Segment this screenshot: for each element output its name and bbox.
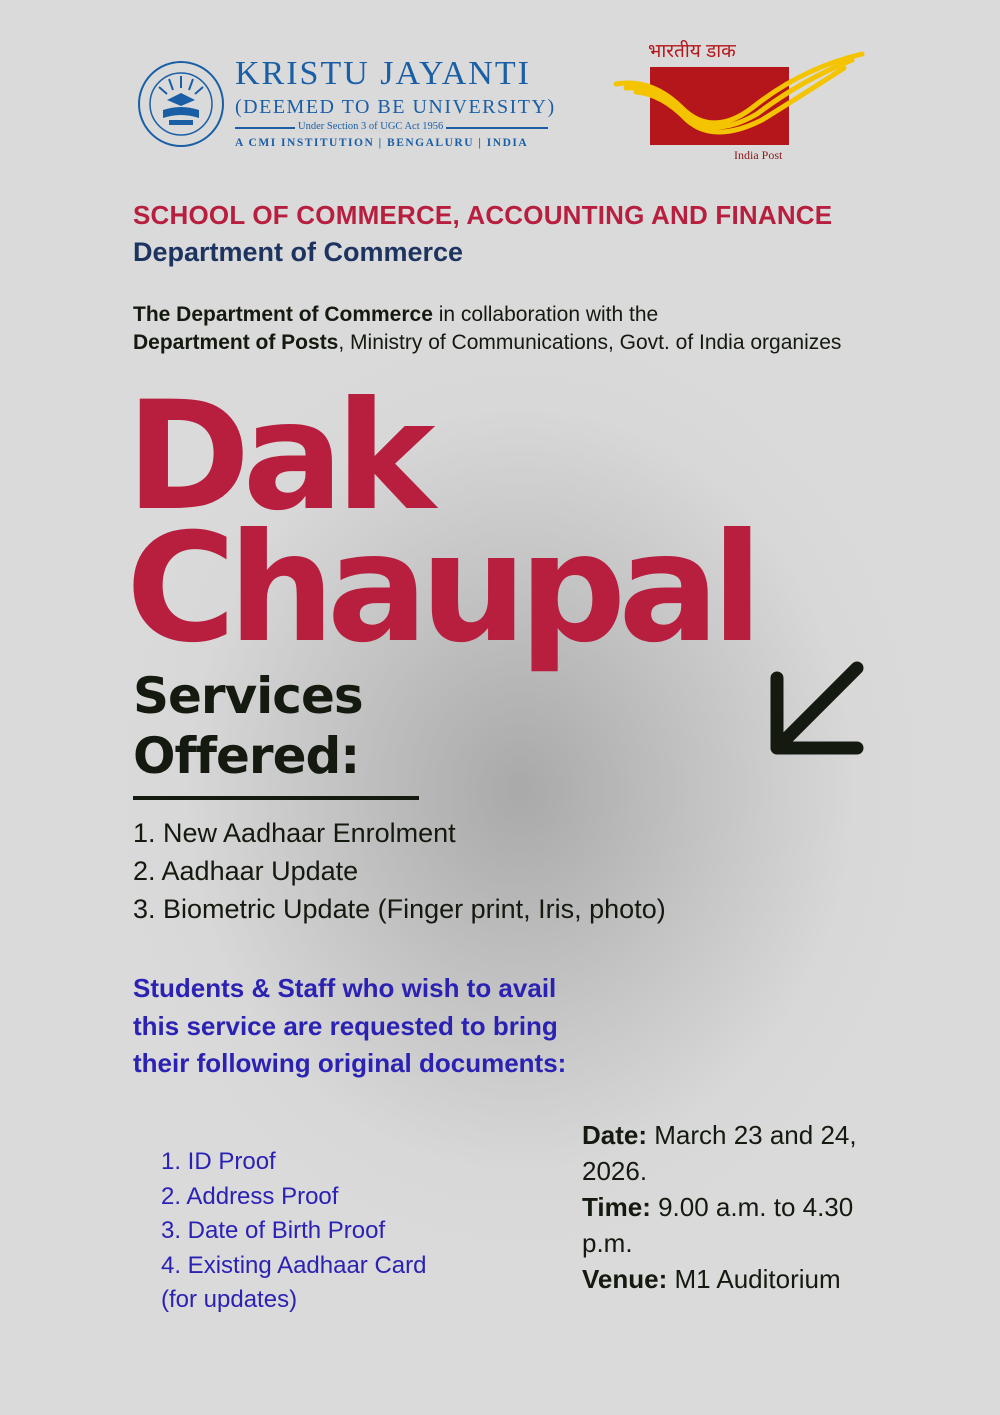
event-title-line2: Chaupal: [126, 502, 755, 676]
venue-label: Venue:: [582, 1264, 668, 1294]
request-text: Students & Staff who wish to avail this service are requested to bring their following original documents:: [133, 973, 567, 1078]
document-item: 2. Address Proof: [161, 1182, 339, 1210]
arrow-down-left-icon: [765, 658, 869, 762]
intro-org2: Department of Posts: [133, 331, 339, 354]
event-venue: [582, 1261, 882, 1297]
services-list: [133, 814, 666, 928]
services-heading-line2: Offered:: [133, 727, 360, 785]
event-time: [582, 1189, 882, 1261]
kju-ugc: Under Section 3 of UGC Act 1956: [295, 120, 446, 133]
divider: [133, 796, 419, 800]
department-name: Department of Commerce: [133, 237, 464, 267]
school-name: SCHOOL OF COMMERCE, ACCOUNTING AND FINANCE: [133, 200, 833, 230]
service-item: 1. New Aadhaar Enrolment: [133, 818, 456, 848]
kju-tagline: A CMI INSTITUTION | BENGALURU | INDIA: [235, 137, 529, 149]
date-label: Date:: [582, 1120, 648, 1150]
document-item: 3. Date of Birth Proof: [161, 1217, 386, 1244]
event-date: [582, 1117, 882, 1189]
kju-name: KRISTU JAYANTI: [235, 55, 531, 92]
intro-text1: in collaboration with the: [432, 303, 659, 326]
document-item: 4. Existing Aadhaar Card: [161, 1251, 427, 1279]
document-item: (for updates): [161, 1286, 298, 1313]
intro-text: [133, 301, 893, 357]
india-post-english: India Post: [734, 148, 783, 162]
documents-list: [161, 1145, 427, 1318]
kju-logo: [137, 55, 557, 153]
kju-deemed: (DEEMED TO BE UNIVERSITY): [235, 96, 556, 118]
kju-seal-icon: [137, 60, 225, 148]
intro-org1: The Department of Commerce: [133, 303, 433, 326]
time-value: 9.00 a.m. to 4.30 p.m.: [582, 1192, 854, 1258]
india-post-swoosh-icon: [612, 48, 867, 148]
services-heading: [133, 666, 363, 786]
service-item: 3. Biometric Update (Finger print, Iris, photo): [133, 894, 666, 924]
intro-text2: , Ministry of Communications, Govt. of India organizes: [338, 331, 842, 354]
services-heading-line1: Services: [133, 667, 363, 725]
time-label: Time:: [582, 1192, 651, 1222]
document-item: 1. ID Proof: [161, 1148, 276, 1175]
india-post-hindi: भारतीय डाक: [648, 41, 736, 62]
india-post-logo: [612, 40, 867, 165]
event-details: [582, 1117, 882, 1297]
date-value: March 23 and 24, 2026.: [582, 1120, 857, 1186]
venue-value: M1 Auditorium: [667, 1264, 841, 1294]
event-title-line1: Dak: [126, 370, 428, 544]
service-item: 2. Aadhaar Update: [133, 856, 359, 886]
